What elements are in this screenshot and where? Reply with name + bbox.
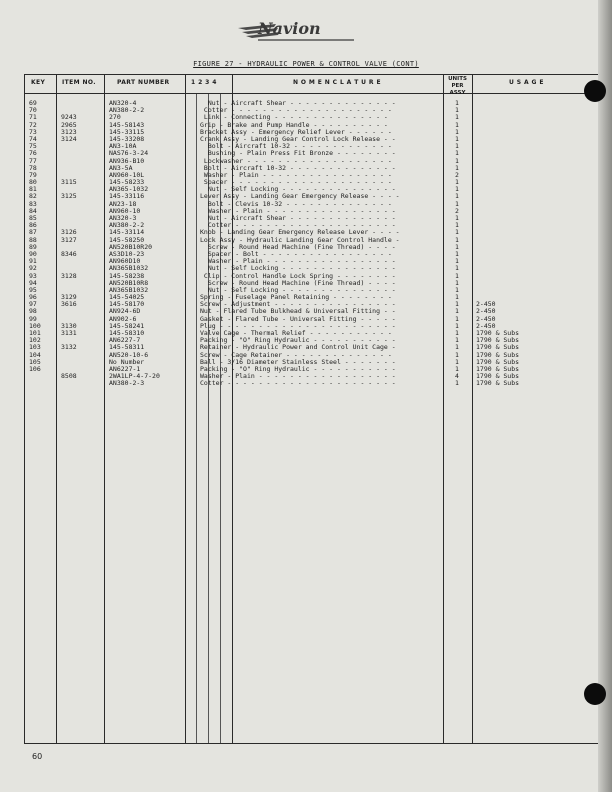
cell-key: 89 [29,242,37,251]
cell-usage [476,193,519,200]
col-header-item-no: ITEM NO. [62,79,96,86]
cell-item [61,380,77,387]
cell-usage [476,114,519,121]
cell-nomen: Nut - Self Locking - - - - - - - - - - - - - - - [200,285,396,294]
cell-units: 4 [455,372,459,381]
cell-nomen: Nut - Self Locking - - - - - - - - - - - - - - - [200,264,396,273]
cell-usage [476,107,519,114]
cell-units: 1 [455,242,459,251]
cell-item: 3616 [61,300,77,309]
cell-units: 1 [455,257,459,266]
cell-nomen: Plug - - - - - - - - - - - - - - - - - - - - - - - [200,321,396,330]
cell-item [61,201,77,208]
cell-key: 80 [29,178,37,187]
cell-usage [476,244,519,251]
cell-usage: 2-450 [476,307,496,316]
cell-units: 1 [455,271,459,280]
cell-units: 1 [455,163,459,172]
cell-usage: 1790 & Subs [476,372,520,381]
cell-item: 9243 [61,113,77,122]
cell-item [61,280,77,287]
cell-key: 77 [29,156,37,165]
cell-part: AN520B10R8 [109,278,149,287]
cell-part: AN960D10 [109,257,141,266]
cell-usage: 1790 & Subs [476,329,520,337]
cell-usage [476,143,519,150]
cell-key: 84 [29,206,37,215]
cell-usage: 1790 & Subs [476,336,520,345]
cell-units: 1 [455,264,459,273]
cell-item [61,100,77,107]
cell-key: 82 [29,192,37,201]
cell-nomen: Retainer - Hydraulic Power and Control Unit Cage - [200,343,396,352]
cell-key: 86 [29,221,37,230]
cell-nomen: Screw - Adjustment - - - - - - - - - - - - - - - - [200,300,396,309]
cell-nomen: Washer - Plain - - - - - - - - - - - - - - - - - [200,170,392,179]
cell-units: 1 [455,113,459,122]
cell-key: 79 [29,170,37,179]
cell-nomen: Screw - Cage Retainer - - - - - - - - - - - - - - [200,350,392,359]
nomenclature-column [200,100,400,388]
cell-key: 78 [29,163,37,172]
cell-usage: 1790 & Subs [476,357,520,366]
cell-units: 1 [455,249,459,258]
cell-key: 75 [29,142,37,151]
cell-nomen: Lock Assy - Hydraulic Landing Gear Control Handle - [200,235,400,244]
cell-units: 1 [455,199,459,208]
cell-part: AN23-18 [109,199,137,208]
cell-key: 69 [29,99,37,107]
cell-units: 1 [455,293,459,302]
cell-item: 3124 [61,134,77,143]
cell-units: 1 [455,314,459,323]
cell-units: 1 [455,278,459,287]
cell-units: 1 [455,120,459,129]
cell-part: AN960-10 [109,206,141,215]
cell-usage: 1790 & Subs [476,379,520,388]
cell-units: 1 [455,329,459,337]
cell-usage [476,287,519,294]
cell-item: 8346 [61,249,77,258]
cell-units: 1 [455,127,459,136]
cell-nomen: Screw - Round Head Machine (Fine Thread) - - - - [200,278,396,287]
cell-key: 94 [29,278,37,287]
cell-item: 3128 [61,271,77,280]
cell-units: 1 [455,336,459,345]
cell-item [61,158,77,165]
cell-usage [476,172,519,179]
cell-nomen: Gasket - Flared Tube - Universal Fitting - - - - - [200,314,396,323]
cell-part: AS3D10-23 [109,249,145,258]
cell-item [61,215,77,222]
cell-usage [476,237,519,244]
cell-part: 145-33114 [109,228,145,237]
cell-units: 1 [455,178,459,187]
cell-key: 100 [29,321,41,330]
cell-units: 1 [455,307,459,316]
cell-nomen: Bolt - Aircraft 10-32 - - - - - - - - - - - - - [200,142,392,151]
cell-usage [476,179,519,186]
cell-part: AN3-10A [109,142,137,151]
cell-part: AN320-3 [109,214,137,222]
cell-usage [476,222,519,229]
cell-part: AN520B10R20 [109,242,153,251]
cell-part: AN902-6 [109,314,137,323]
cell-nomen: Cotter - - - - - - - - - - - - - - - - - - - - - [200,106,392,115]
cell-part: AN380-2-3 [109,379,145,388]
cell-key: 83 [29,199,37,208]
cell-key: 95 [29,285,37,294]
cell-part: 145-58143 [109,120,145,129]
cell-item: 3129 [61,293,77,302]
cell-usage [476,201,519,208]
cell-usage [476,150,519,157]
cell-item: 3132 [61,343,77,352]
cell-item: 3125 [61,192,77,201]
page-number: 60 [32,752,43,761]
col-header-key: KEY [31,79,46,86]
cell-key: 93 [29,271,37,280]
cell-part: AN6227-1 [109,364,141,373]
cell-key: 73 [29,127,37,136]
cell-key: 81 [29,185,37,194]
cell-units: 1 [455,379,459,388]
cell-units: 1 [455,235,459,244]
cell-units: 1 [455,285,459,294]
units-column [455,100,459,388]
cell-item: 3131 [61,329,77,337]
cell-usage [476,165,519,172]
cell-usage: 2-450 [476,314,496,323]
cell-part: 270 [109,113,121,122]
cell-usage [476,229,519,236]
cell-item [61,150,77,157]
part-number-column [109,100,160,388]
cell-part: 145-33208 [109,134,145,143]
cell-part: AN6227-7 [109,336,141,345]
cell-key: 101 [29,329,41,337]
cell-part: 145-58250 [109,235,145,244]
cell-key: 105 [29,357,41,366]
usage-column [476,100,519,388]
cell-nomen: Washer - Plain - - - - - - - - - - - - - - - - - [200,206,396,215]
cell-part: 145-58233 [109,178,145,187]
cell-usage: 1790 & Subs [476,350,520,359]
cell-nomen: Grip - Brake and Pump Handle - - - - - - - - - - [200,120,388,129]
cell-usage [476,215,519,222]
cell-part: 2WA1LP-4-7-20 [109,372,160,381]
col-header-usage: U S A G E [509,79,544,86]
item-no-column [61,100,77,388]
cell-units: 1 [455,142,459,151]
cell-key: 76 [29,149,37,158]
cell-item [61,308,77,315]
cell-key: 87 [29,228,37,237]
cell-usage [476,273,519,280]
cell-usage [476,208,519,215]
cell-units: 1 [455,350,459,359]
cell-key [29,380,41,387]
cell-usage [476,265,519,272]
cell-usage [476,280,519,287]
cell-usage: 1790 & Subs [476,343,520,352]
cell-nomen: Spacer - - - - - - - - - - - - - - - - - - - - - [200,178,392,187]
cell-nomen: Cotter - - - - - - - - - - - - - - - - - - - - - - [200,379,396,388]
cell-part: AN365B1032 [109,264,149,273]
cell-item [61,258,77,265]
cell-key: 74 [29,134,37,143]
cell-nomen: Packing - "O" Ring Hydraulic - - - - - - - - - - - [200,364,396,373]
cell-key: 99 [29,314,37,323]
cell-nomen: Knob - Landing Gear Emergency Release Lever - - - - [200,228,400,237]
cell-part: AN520-10-6 [109,350,149,359]
cell-nomen: Nut - Aircraft Shear - - - - - - - - - - - - - - [200,214,396,222]
cell-item: 8508 [61,372,77,381]
cell-item: 2965 [61,120,77,129]
cell-nomen: Link - Connecting - - - - - - - - - - - - - - - [200,113,388,122]
cell-key [29,373,41,380]
cell-units: 1 [455,343,459,352]
cell-item: 3123 [61,127,77,136]
page-edge [598,0,612,792]
cell-key: 91 [29,257,37,266]
cell-part: AN924-6D [109,307,141,316]
cell-nomen: Nut - Aircraft Shear - - - - - - - - - - - - - - [200,99,396,107]
cell-item: 3115 [61,178,77,187]
cell-part: 145-58238 [109,271,145,280]
col-header-units: UNITS PER ASSY [448,76,467,96]
cell-units: 1 [455,99,459,107]
cell-units: 1 [455,185,459,194]
cell-part: AN3-5A [109,163,133,172]
cell-nomen: Crank Assy - Landing Gear Control Lock Release - - [200,134,396,143]
cell-key: 88 [29,235,37,244]
cell-nomen: Lockwasher - - - - - - - - - - - - - - - - - - - [200,156,392,165]
cell-nomen: Cotter - - - - - - - - - - - - - - - - - - - - - [200,221,396,230]
cell-nomen: Ball - 3/16 Diameter Stainless Steel - - - - - - - [200,357,396,366]
cell-part: 145-33116 [109,192,145,201]
cell-key: 72 [29,120,37,129]
cell-nomen: Clip - Control Handle Lock Spring - - - - - - - - [200,271,396,280]
cell-nomen: Bracket Assy - Emergency Relief Lever - - - - - - [200,127,392,136]
cell-nomen: Valve Cage - Thermal Relief - - - - - - - - - - - [200,329,392,337]
cell-part: No Number [109,357,145,366]
cell-units: 1 [455,221,459,230]
cell-units: 1 [455,321,459,330]
binder-hole-icon [584,683,606,705]
cell-part: AN960-10L [109,170,145,179]
cell-key: 71 [29,113,37,122]
key-column [29,100,41,388]
cell-key: 70 [29,106,37,115]
cell-key: 96 [29,293,37,302]
cell-usage [476,186,519,193]
cell-usage: 2-450 [476,300,496,309]
cell-part: AN320-4 [109,99,137,107]
cell-usage [476,158,519,165]
cell-key: 97 [29,300,37,309]
cell-item [61,143,77,150]
cell-part: 145-58241 [109,321,145,330]
cell-usage: 1790 & Subs [476,364,520,373]
cell-units: 1 [455,192,459,201]
cell-units: 1 [455,357,459,366]
cell-item [61,165,77,172]
cell-nomen: Bushing - Plain Press Fit Bronze - - - - - - - - [200,149,396,158]
cell-nomen: Nut - Flared Tube Bulkhead & Universal Fitting - - [200,307,396,316]
cell-nomen: Bolt - Aircraft 10-32 - - - - - - - - - - - - - - [200,163,396,172]
figure-title: FIGURE 27 - HYDRAULIC POWER & CONTROL VALVE (CONT) [193,60,419,68]
cell-key: 92 [29,264,37,273]
col-header-levels: 1 2 3 4 [191,79,217,86]
cell-nomen: Washer - Plain - - - - - - - - - - - - - - - - - [200,257,396,266]
cell-units: 1 [455,134,459,143]
cell-part: 145-33115 [109,127,145,136]
cell-units: 1 [455,214,459,222]
cell-usage [476,122,519,129]
cell-nomen: Screw - Round Head Machine (Fine Thread) - - - - [200,242,396,251]
cell-part: AN936-B10 [109,156,145,165]
cell-nomen: Spring - Fuselage Panel Retaining - - - - - - - - [200,293,392,302]
cell-units: 1 [455,156,459,165]
cell-nomen: Lever Assy - Landing Gear Emergency Release - - - - [200,192,400,201]
cell-units: 1 [455,106,459,115]
cell-key: 90 [29,249,37,258]
cell-units: 1 [455,228,459,237]
cell-nomen: Spacer - Bolt - - - - - - - - - - - - - - - - - [200,249,392,258]
cell-units: 2 [455,206,459,215]
cell-part: AN365-1032 [109,185,149,194]
cell-item: 3127 [61,235,77,244]
cell-item: 3130 [61,321,77,330]
cell-key: 103 [29,343,41,352]
cell-usage [476,129,519,136]
cell-key: 102 [29,336,41,345]
cell-key: 106 [29,364,41,373]
cell-nomen: Washer - Plain - - - - - - - - - - - - - - - - - - [200,372,396,381]
parts-table [24,74,599,744]
cell-usage [476,258,519,265]
cell-nomen: Bolt - Clevis 10-32 - - - - - - - - - - - - - - [200,199,392,208]
cell-usage [476,136,519,143]
cell-part: 145-58311 [109,343,145,352]
logo-text: Navion [258,19,321,38]
cell-nomen: Packing - "O" Ring Hydraulic - - - - - - - - - - - [200,336,396,345]
cell-key: 85 [29,214,37,222]
binder-hole-icon [584,80,606,102]
cell-item [61,359,77,366]
cell-usage: 2-450 [476,321,496,330]
col-header-part-number: PART NUMBER [117,79,170,86]
cell-part: AN365B1032 [109,285,149,294]
cell-units: 2 [455,170,459,179]
cell-item: 3126 [61,228,77,237]
cell-units: 1 [455,149,459,158]
cell-item [61,352,77,359]
cell-units: 1 [455,300,459,309]
cell-key: 104 [29,350,41,359]
cell-units: 1 [455,364,459,373]
cell-part: 145-54025 [109,293,145,302]
cell-item [61,208,77,215]
cell-part: 145-58170 [109,300,145,309]
col-header-nomenclature: N O M E N C L A T U R E [293,79,381,86]
cell-part: AN380-2-2 [109,221,145,230]
cell-usage [476,251,519,258]
cell-part: AN380-2-2 [109,106,145,115]
cell-part: 145-58310 [109,329,145,337]
cell-key: 98 [29,307,37,316]
cell-part: NAS76-3-24 [109,149,149,158]
cell-usage [476,100,519,107]
cell-nomen: Nut - Self Locking - - - - - - - - - - - - - - - [200,185,396,194]
